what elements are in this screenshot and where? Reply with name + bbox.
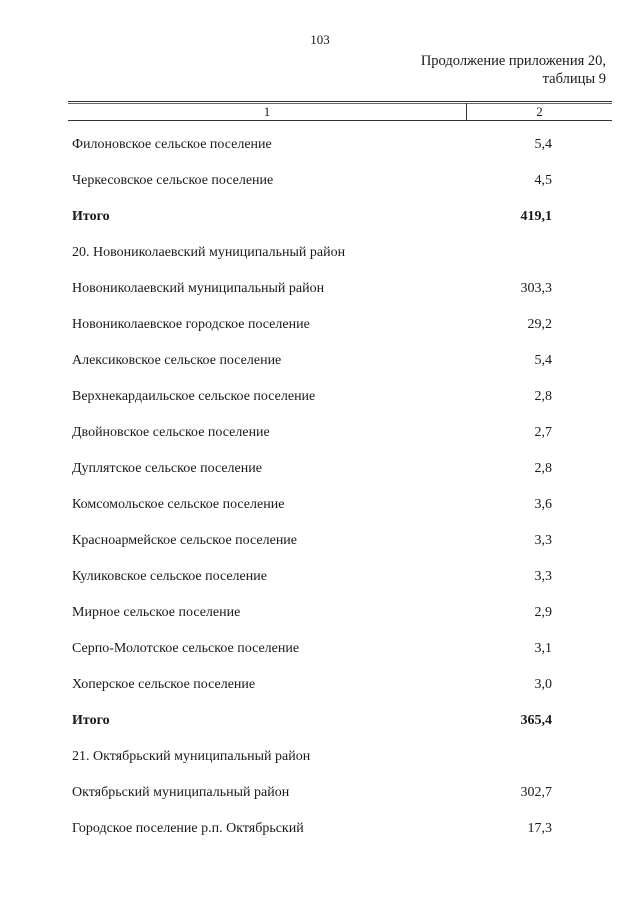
row-name: Мирное сельское поселение: [72, 605, 241, 620]
table-row: [0, 819, 640, 855]
row-name: Алексиковское сельское поселение: [72, 353, 282, 368]
row-value: 2,7: [534, 425, 552, 440]
row-name: Хоперское сельское поселение: [72, 677, 256, 692]
row-name: Дуплятское сельское поселение: [72, 461, 262, 476]
row-value: 3,1: [534, 641, 552, 656]
table-row: [0, 387, 640, 423]
row-name: Комсомольское сельское поселение: [72, 497, 285, 512]
row-value: 4,5: [534, 173, 552, 188]
row-value: 365,4: [520, 713, 552, 728]
row-name: Итого: [72, 209, 110, 224]
row-name: Верхнекардаильское сельское поселение: [72, 389, 316, 404]
row-value: 5,4: [534, 353, 552, 368]
row-name: Городское поселение р.п. Октябрьский: [72, 821, 304, 836]
continuation-line-1: Продолжение приложения 20,: [420, 53, 606, 69]
table-header: [68, 101, 612, 121]
row-value: 17,3: [527, 821, 552, 836]
row-value: 303,3: [520, 281, 552, 296]
table-row: [0, 783, 640, 819]
row-value: 3,6: [534, 497, 552, 512]
row-name: Куликовское сельское поселение: [72, 569, 267, 584]
total-row: [0, 711, 640, 747]
header-bottom-rule: [68, 120, 612, 121]
row-value: 3,0: [534, 677, 552, 692]
table-row: [0, 531, 640, 567]
row-value: 2,8: [534, 461, 552, 476]
column-header-1: 1: [263, 104, 271, 119]
table-row: [0, 747, 640, 783]
total-row: [0, 207, 640, 243]
column-header-2: 2: [536, 104, 543, 119]
row-value: 2,9: [534, 605, 552, 620]
table-row: [0, 495, 640, 531]
row-name: Новониколаевское городское поселение: [72, 317, 310, 332]
row-name: Двойновское сельское поселение: [72, 425, 270, 440]
row-value: 5,4: [534, 137, 552, 152]
row-name: Филоновское сельское поселение: [72, 137, 272, 152]
row-name: Октябрьский муниципальный район: [72, 785, 290, 800]
row-name: Серпо-Молотское сельское поселение: [72, 641, 300, 656]
row-name: Красноармейское сельское поселение: [72, 533, 298, 548]
table-row: [0, 567, 640, 603]
header-top-rule: [68, 101, 612, 102]
row-value: 302,7: [520, 785, 552, 800]
page-number: 103: [310, 32, 330, 47]
row-value: 29,2: [527, 317, 552, 332]
table-row: [0, 459, 640, 495]
row-name: Итого: [72, 713, 110, 728]
continuation-note: [421, 52, 606, 88]
row-name: 21. Октябрьский муниципальный район: [72, 749, 311, 764]
row-name: Новониколаевский муниципальный район: [72, 281, 325, 296]
row-value: 3,3: [534, 533, 552, 548]
row-value: 2,8: [534, 389, 552, 404]
row-value: 3,3: [534, 569, 552, 584]
table-row: [0, 171, 640, 207]
table-row: [0, 135, 640, 171]
table-row: [0, 279, 640, 315]
table-row: [0, 315, 640, 351]
row-name: Черкесовское сельское поселение: [72, 173, 274, 188]
table-row: [0, 675, 640, 711]
table-body: [0, 135, 640, 855]
row-value: 419,1: [520, 209, 552, 224]
row-name: 20. Новониколаевский муниципальный район: [72, 245, 346, 260]
continuation-line-2: таблицы 9: [542, 71, 606, 87]
table-row: [0, 243, 640, 279]
table-row: [0, 351, 640, 387]
table-row: [0, 423, 640, 459]
table-row: [0, 603, 640, 639]
table-row: [0, 639, 640, 675]
